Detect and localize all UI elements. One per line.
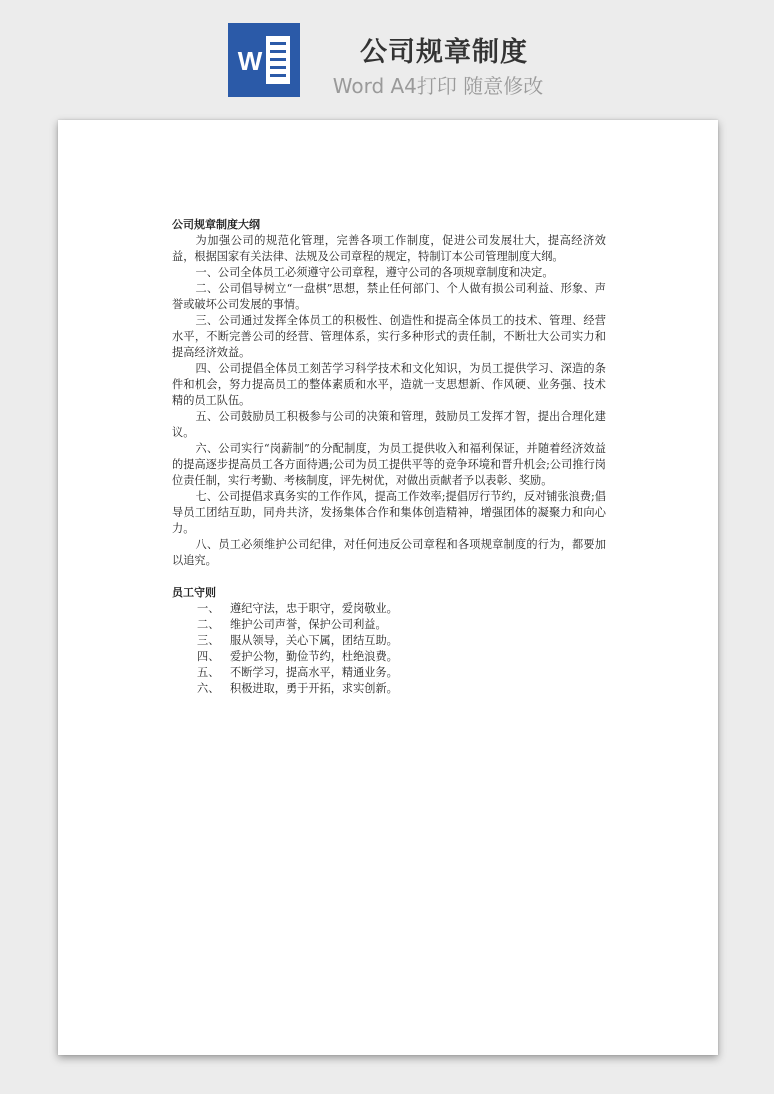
paragraph-6: 六、公司实行“岗薪制”的分配制度，为员工提供收入和福利保证，并随着经济效益的提高逐步提高员工各方面待遇;公司为员工提供平等的竞争环境和晋升机会;公司推行岗位责任制，实行考勤、考核制度，评先树优，对做出贡献者予以表彰、奖励。 <box>172 442 606 487</box>
rule-text: 爱护公物，勤俭节约，杜绝浪费。 <box>230 650 398 663</box>
rule-number: 五、 <box>197 666 220 679</box>
header <box>0 0 774 110</box>
page-subtitle: Word A4打印 随意修改 <box>332 74 544 98</box>
page-title: 公司规章制度 <box>360 37 528 68</box>
rule-item <box>172 649 606 665</box>
rule-item <box>172 617 606 633</box>
rule-item <box>172 665 606 681</box>
rule-item <box>172 601 606 617</box>
paragraph-8: 八、员工必须维护公司纪律，对任何违反公司章程和各项规章制度的行为，都要加以追究。 <box>172 538 606 567</box>
rule-item <box>172 681 606 697</box>
rule-number: 六、 <box>197 682 220 695</box>
word-icon-letter: W <box>237 46 263 76</box>
rule-number: 一、 <box>197 602 220 615</box>
paragraph-4: 四、公司提倡全体员工刻苦学习科学技术和文化知识，为员工提供学习、深造的条件和机会，努力提高员工的整体素质和水平，造就一支思想新、作风硬、业务强、技术精的员工队伍。 <box>172 362 606 407</box>
rule-text: 不断学习，提高水平，精通业务。 <box>230 666 398 679</box>
paragraph-3: 三、公司通过发挥全体员工的积极性、创造性和提高全体员工的技术、管理、经营水平，不断完善公司的经营、管理体系，实行多种形式的责任制，不断壮大公司实力和提高经济效益。 <box>172 314 606 359</box>
document-content <box>172 217 606 697</box>
paragraph-5: 五、公司鼓励员工积极参与公司的决策和管理，鼓励员工发挥才智，提出合理化建议。 <box>172 410 606 439</box>
outline-title: 公司规章制度大纲 <box>172 218 260 231</box>
word-icon <box>228 23 300 97</box>
rule-number: 二、 <box>197 618 220 631</box>
paragraph-2: 二、公司倡导树立“一盘棋”思想，禁止任何部门、个人做有损公司利益、形象、声誉或破坏公司发展的事情。 <box>172 282 606 311</box>
document-page <box>58 120 718 1055</box>
rule-text: 积极进取，勇于开拓，求实创新。 <box>230 682 398 695</box>
rule-number: 四、 <box>197 650 220 663</box>
paragraph-1: 一、公司全体员工必须遵守公司章程，遵守公司的各项规章制度和决定。 <box>195 266 554 279</box>
rule-item <box>172 633 606 649</box>
rule-text: 服从领导，关心下属，团结互助。 <box>230 634 398 647</box>
rules-title: 员工守则 <box>172 586 216 599</box>
section-spacer <box>172 569 606 585</box>
paragraph-7: 七、公司提倡求真务实的工作作风，提高工作效率;提倡厉行节约，反对铺张浪费;倡导员工团结互助，同舟共济，发扬集体合作和集体创造精神，增强团体的凝聚力和向心力。 <box>172 490 606 535</box>
paragraph-intro: 为加强公司的规范化管理，完善各项工作制度，促进公司发展壮大，提高经济效益，根据国家有关法律、法规及公司章程的规定，特制订本公司管理制度大纲。 <box>172 234 606 263</box>
rule-text: 维护公司声誉，保护公司利益。 <box>230 618 387 631</box>
rule-text: 遵纪守法，忠于职守，爱岗敬业。 <box>230 602 398 615</box>
rule-number: 三、 <box>197 634 220 647</box>
